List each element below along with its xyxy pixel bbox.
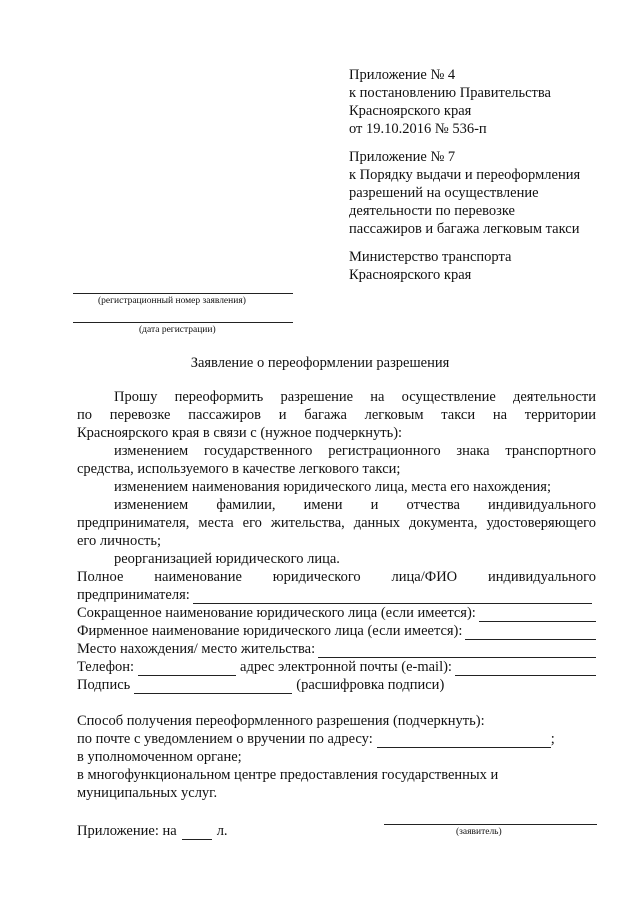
delivery-option-mail[interactable] [77,730,577,748]
delivery-mail-end: ; [550,731,555,747]
appendix-4-header [349,66,629,138]
delivery-option-mfc[interactable]: в многофункциональном центре предоставления государственных и [77,767,499,783]
appendix-7-line: разрешений на осуществление [349,185,539,201]
appendix-7-line: пассажиров и багажа легковым такси [349,221,580,237]
location-label: Место нахождения/ место жительства: [77,641,316,657]
full-name-field[interactable] [77,586,596,604]
location-blank[interactable] [318,644,596,658]
appendix-7-line: деятельности по перевозке [349,203,515,219]
ministry-line: Красноярского края [349,267,472,283]
short-name-blank[interactable] [479,608,596,622]
appendix-4-line: Приложение № 4 [349,67,456,83]
signature-decode-label: (расшифровка подписи) [296,677,445,693]
intro-line: по перевозке пассажиров и багажа легковым такси на территории [77,407,596,423]
applicant-caption: (заявитель) [456,827,502,837]
attachment-field[interactable] [77,822,277,840]
signature-field[interactable] [77,676,596,694]
attachment-pages-blank[interactable] [182,826,212,840]
signature-blank[interactable] [134,680,292,694]
appendix-7-line: к Порядку выдачи и переоформления [349,167,581,183]
reason-fio-change: изменением фамилии, имени и отчества индивидуального [114,497,596,513]
reason-fio-change-cont: его личность; [77,533,161,549]
full-name-label-cont: предпринимателя: [77,587,190,603]
brand-name-blank[interactable] [465,626,596,640]
location-field[interactable] [77,640,596,658]
registration-number-caption: (регистрационный номер заявления) [98,296,246,306]
attachment-label: Приложение: на [77,823,177,839]
applicant-signature-line[interactable] [384,824,597,825]
brand-name-label: Фирменное наименование юридического лица (если имеется): [77,623,463,639]
contacts-field[interactable] [77,658,596,676]
full-name-label: Полное наименование юридического лица/ФИО индивидуального [77,569,596,585]
reason-plate-change-cont: средства, используемого в качестве легкового такси; [77,461,401,477]
intro-line: Красноярского края в связи с (нужное подчеркнуть): [77,425,403,441]
reason-name-location: изменением наименования юридического лица, места его нахождения; [114,479,552,495]
ministry-addressee [349,248,629,284]
email-blank[interactable] [455,662,596,676]
registration-number-line [73,293,293,294]
delivery-mail-label: по почте с уведомлением о вручении по адресу: [77,731,373,747]
full-name-blank[interactable] [193,590,592,604]
brand-name-field[interactable] [77,622,596,640]
registration-date-line [73,322,293,323]
short-name-field[interactable] [77,604,596,622]
appendix-7-header [349,148,629,238]
intro-line: Прошу переоформить разрешение на осуществление деятельности [114,389,596,405]
delivery-option-authority[interactable]: в уполномоченном органе; [77,749,242,765]
registration-date-caption: (дата регистрации) [139,325,216,335]
appendix-7-line: Приложение № 7 [349,149,456,165]
phone-blank[interactable] [138,662,236,676]
ministry-line: Министерство транспорта [349,249,512,265]
document-title: Заявление о переоформлении разрешения [190,355,450,371]
signature-label: Подпись [77,677,131,693]
reason-fio-change-cont: предпринимателя, места его жительства, данных документа, удостоверяющего [77,515,596,531]
delivery-address-blank[interactable] [377,734,551,748]
appendix-4-line: Красноярского края [349,103,472,119]
delivery-heading: Способ получения переоформленного разрешения (подчеркнуть): [77,713,485,729]
short-name-label: Сокращенное наименование юридического лица (если имеется): [77,605,476,621]
email-label: адрес электронной почты (e-mail): [240,659,452,675]
appendix-4-line: от 19.10.2016 № 536-п [349,121,487,137]
phone-label: Телефон: [77,659,135,675]
reason-plate-change: изменением государственного регистрационного знака транспортного [114,443,596,459]
delivery-option-mfc-cont: муниципальных услуг. [77,785,218,801]
reason-reorganization: реорганизацией юридического лица. [114,551,340,567]
attachment-suffix: л. [216,823,228,839]
appendix-4-line: к постановлению Правительства [349,85,551,101]
